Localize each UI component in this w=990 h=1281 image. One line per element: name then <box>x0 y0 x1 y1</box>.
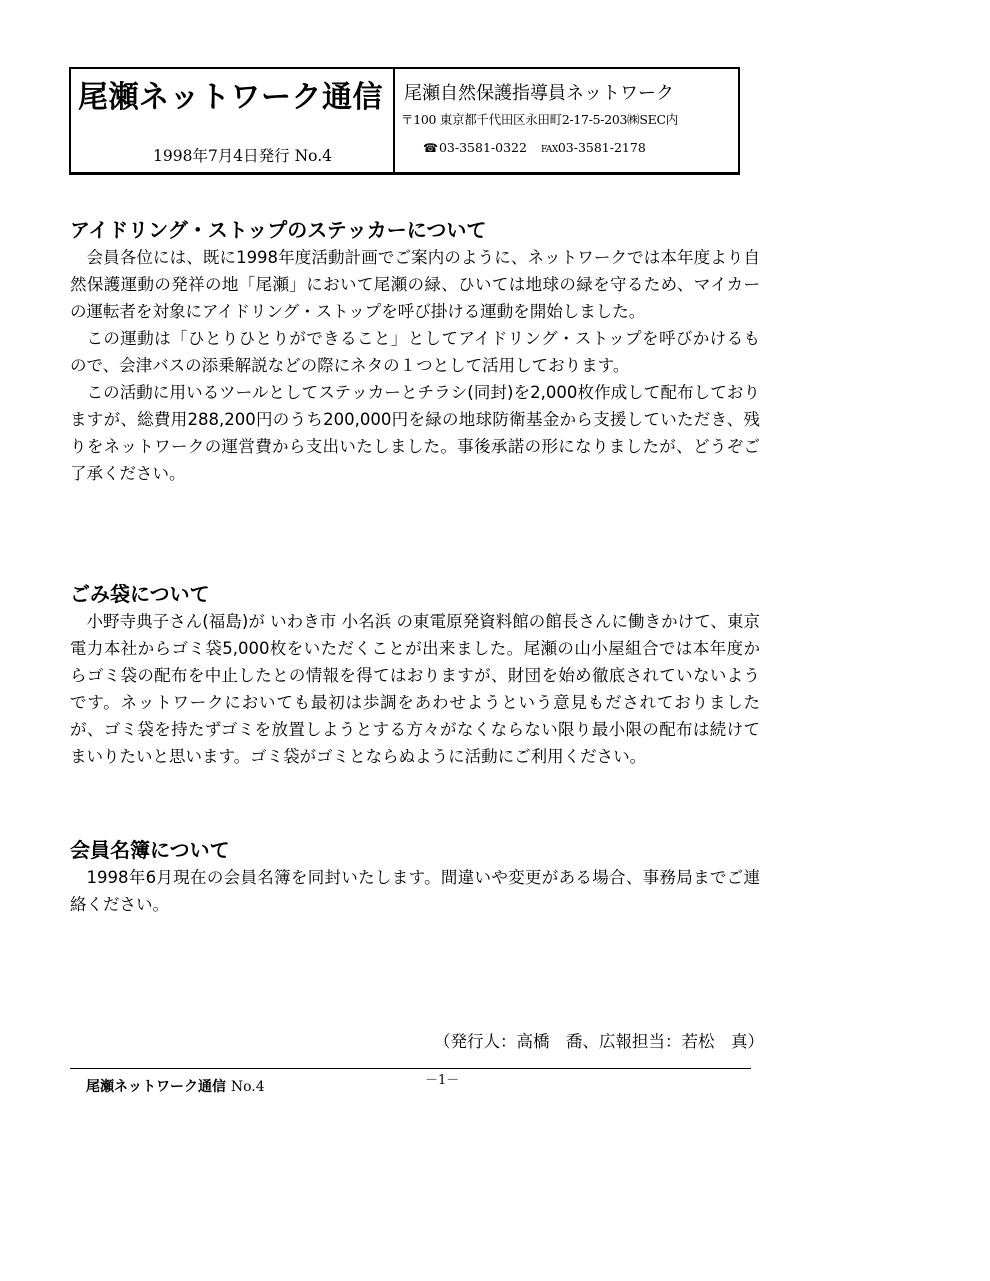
contact-line <box>423 139 646 159</box>
masthead <box>69 67 740 175</box>
phone-icon: ☎ <box>423 141 438 155</box>
paragraph: 会員各位には、既に1998年度活動計画でご案内のように、ネットワークでは本年度より自然保護運動の発祥の地「尾瀬」において尾瀬の緑、ひいては地球の緑を守るため、マイカーの運転者を対象にアイドリング・ストップを呼び掛ける運動を開始しました。 <box>70 248 760 321</box>
footer-divider <box>70 1068 751 1069</box>
publisher-credit: （発行人：高橋 喬、広報担当：若松 真） <box>434 1032 764 1051</box>
section-title: アイドリング・ストップのステッカーについて <box>70 218 487 242</box>
paragraph: 小野寺典子さん(福島)が いわき市 小名浜 の東電原発資料館の館長さんに働きかけて、東京電力本社からゴミ袋5,000枚をいただくことが出来ました。尾瀬の山小屋組合では本年度からゴミ袋の配布を中止したとの情報を得てはおりますが、財団を始め徹底されていないようです。ネットワークにおいても最初は歩調をあわせようという意見もだされておりましたが、ゴミ袋を持たずゴミを放置しようとする方々がなくならない限り最小限の配布は続けてまいりたいと思います。ゴミ袋がゴミとならぬように活動にご利用ください。 <box>70 612 760 766</box>
section-title: 会員名簿について <box>70 838 230 862</box>
issue-date: 1998年7月4日発行 No.4 <box>153 147 333 165</box>
section-idling-stop-sticker <box>70 216 760 487</box>
paragraph: この活動に用いるツールとしてステッカーとチラシ(同封)を2,000枚作成して配布しておりますが、総費用288,200円のうち200,000円を緑の地球防衛基金から支援していただき、残りをネットワークの運営費から支出いたしました。事後承諾の形になりましたが、どうぞご了承ください。 <box>70 383 760 483</box>
footer-title <box>86 1077 265 1097</box>
masthead-divider <box>393 69 395 172</box>
fax-number: 03-3581-2178 <box>557 140 646 155</box>
organization-name: 尾瀬自然保護指導員ネットワーク <box>404 83 674 104</box>
newsletter-title: 尾瀬ネットワーク通信 <box>78 80 383 115</box>
paragraph: この運動は「ひとりひとりができること」としてアイドリング・ストップを呼びかけるもので、会津バスの添乗解説などの際にネタの１つとして活用しております。 <box>70 329 760 375</box>
paragraph: 1998年6月現在の会員名簿を同封いたします。間違いや変更がある場合、事務局までご連絡ください。 <box>70 868 760 914</box>
page-number: －1－ <box>425 1073 460 1088</box>
section-garbage-bags <box>70 580 760 770</box>
section-title: ごみ袋について <box>70 582 210 606</box>
section-member-roster <box>70 836 760 918</box>
footer-newsletter-name: 尾瀬ネットワーク通信 <box>86 1079 226 1095</box>
footer-issue-number: No.4 <box>230 1079 265 1095</box>
fax-label: FAX <box>540 145 558 155</box>
phone-number: 03-3581-0322 <box>438 140 527 155</box>
organization-address: 〒100 東京都千代田区永田町2-17-5-203㈱SEC内 <box>401 112 678 127</box>
